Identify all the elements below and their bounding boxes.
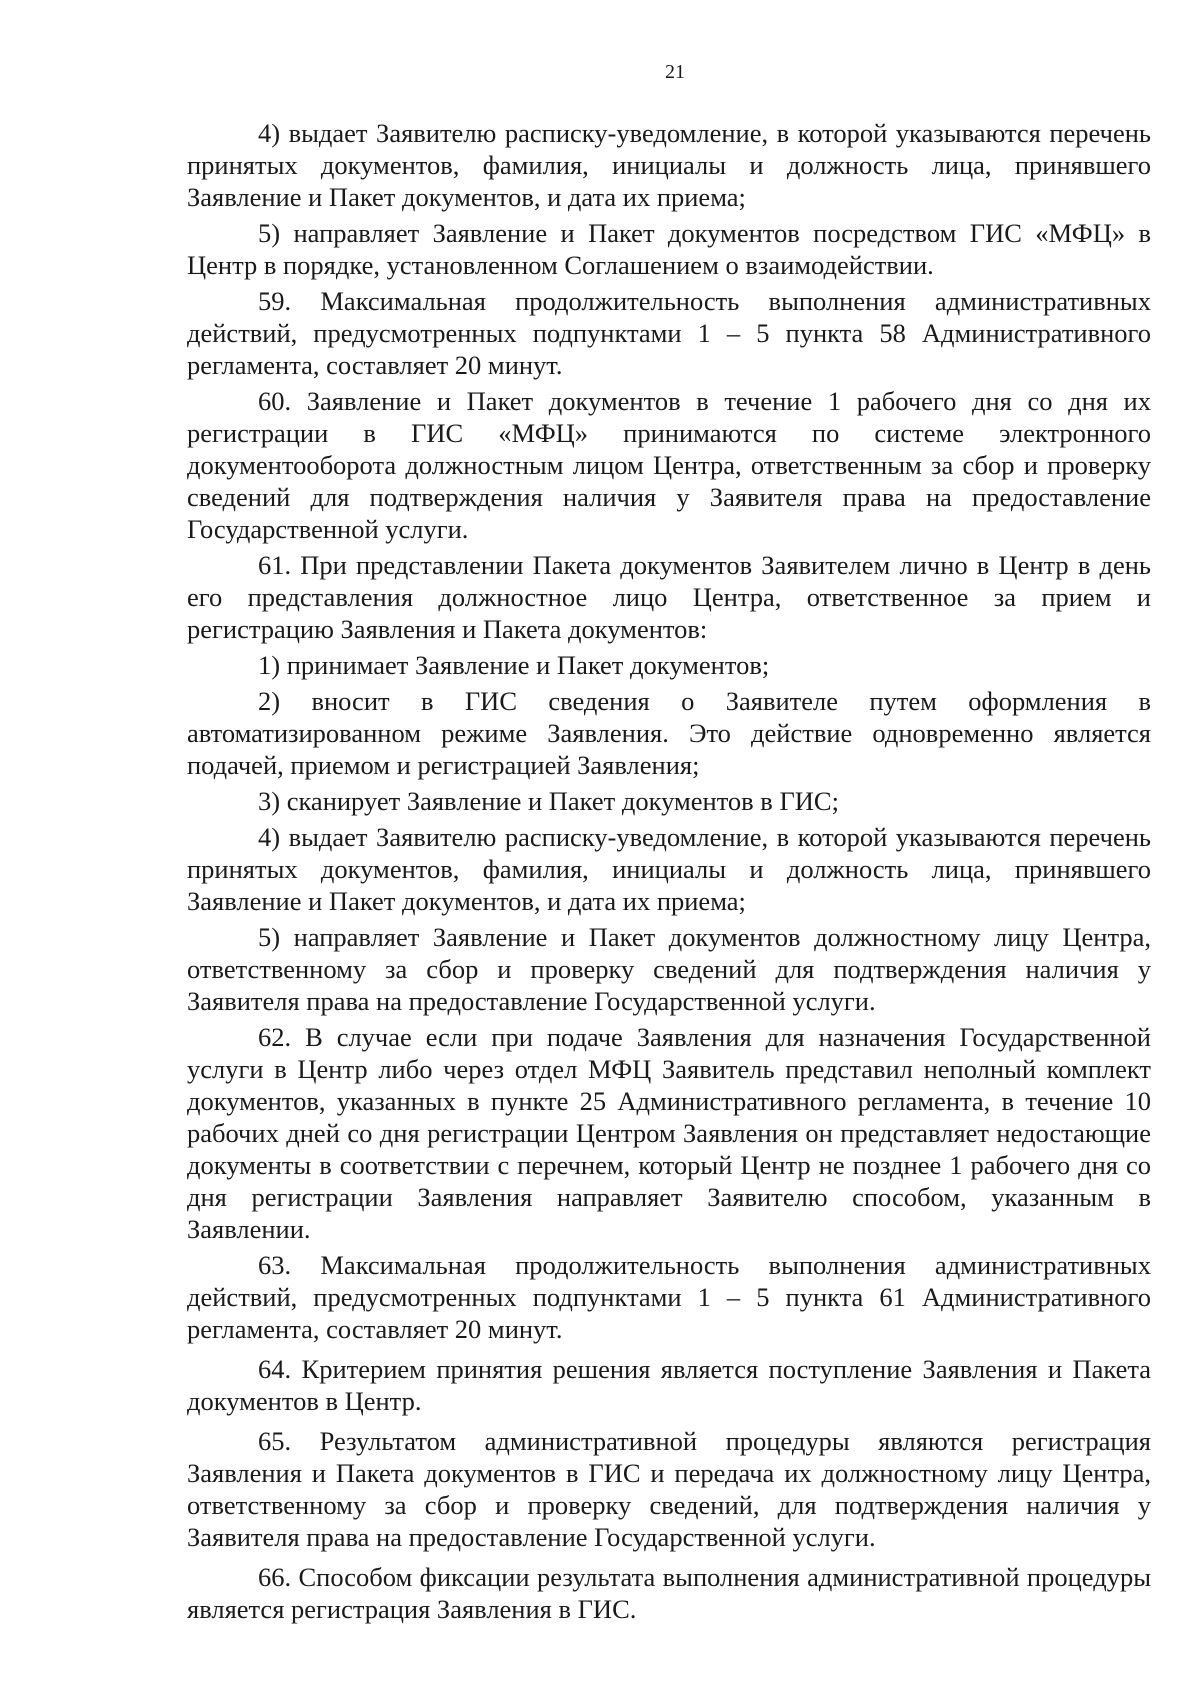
paragraph: 64. Критерием принятия решения является поступление Заявления и Пакета документов в Центр. bbox=[187, 1354, 1151, 1416]
paragraph: 61. При представлении Пакета документов Заявителем лично в Центр в день его представления должностное лицо Центра, ответственное за прием и регистрацию Заявления и Пакета документов: bbox=[187, 550, 1151, 644]
paragraph: 4) выдает Заявителю расписку-уведомление, в которой указываются перечень принятых документов, фамилия, инициалы и должность лица, принявшего Заявление и Пакет документов, и дата их приема; bbox=[187, 118, 1151, 212]
page-number: 21 bbox=[665, 61, 685, 83]
paragraph: 66. Способом фиксации результата выполнения административной процедуры является регистрация Заявления в ГИС. bbox=[187, 1562, 1151, 1624]
paragraph: 4) выдает Заявителю расписку-уведомление, в которой указываются перечень принятых документов, фамилия, инициалы и должность лица, принявшего Заявление и Пакет документов, и дата их приема; bbox=[187, 822, 1151, 916]
paragraph: 1) принимает Заявление и Пакет документов; bbox=[258, 650, 770, 680]
paragraph: 59. Максимальная продолжительность выполнения административных действий, предусмотренных подпунктами 1 – 5 пункта 58 Административного регламента, составляет 20 минут. bbox=[187, 286, 1151, 380]
document-body bbox=[187, 117, 1151, 1629]
paragraph: 65. Результатом административной процедуры являются регистрация Заявления и Пакета документов в ГИС и передача их должностному лицу Центра, ответственному за сбор и проверку сведений, для подтверждения наличия у Заявителя права на предоставление Государственной услуги. bbox=[187, 1426, 1151, 1552]
paragraph: 5) направляет Заявление и Пакет документов должностному лицу Центра, ответственному за сбор и проверку сведений для подтверждения наличия у Заявителя права на предоставление Государственной услуги. bbox=[187, 922, 1151, 1016]
paragraph: 60. Заявление и Пакет документов в течение 1 рабочего дня со дня их регистрации в ГИС «МФЦ» принимаются по системе электронного документооборота должностным лицом Центра, ответственным за сбор и проверку сведений для подтверждения наличия у Заявителя права на предоставление Государственной услуги. bbox=[187, 386, 1151, 544]
paragraph: 63. Максимальная продолжительность выполнения административных действий, предусмотренных подпунктами 1 – 5 пункта 61 Административного регламента, составляет 20 минут. bbox=[187, 1250, 1151, 1344]
paragraph: 62. В случае если при подаче Заявления для назначения Государственной услуги в Центр либо через отдел МФЦ Заявитель представил неполный комплект документов, указанных в пункте 25 Административного регламента, в течение 10 рабочих дней со дня регистрации Центром Заявления он представляет недостающие документы в соответствии с перечнем, который Центр не позднее 1 рабочего дня со дня регистрации Заявления направляет Заявителю способом, указанным в Заявлении. bbox=[187, 1022, 1151, 1244]
paragraph: 3) сканирует Заявление и Пакет документов в ГИС; bbox=[258, 786, 839, 816]
paragraph: 2) вносит в ГИС сведения о Заявителе путем оформления в автоматизированном режиме Заявления. Это действие одновременно является подачей, приемом и регистрацией Заявления; bbox=[187, 686, 1151, 780]
paragraph: 5) направляет Заявление и Пакет документов посредством ГИС «МФЦ» в Центр в порядке, установленном Соглашением о взаимодействии. bbox=[187, 218, 1151, 280]
